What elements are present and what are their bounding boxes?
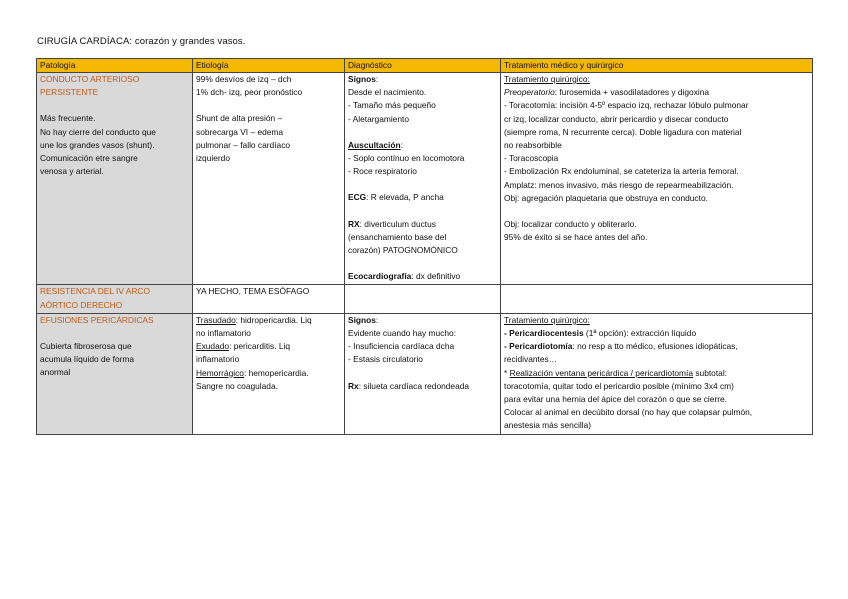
hemorragico-label: Hemorrágico [196, 367, 244, 378]
pathology-desc: Más frecuente. [40, 113, 96, 124]
treatment-text: Obj: localizar conducto y obliterarlo. [504, 219, 637, 230]
preop-text: : furosemida + vasodilatadores y digoxina [554, 87, 710, 98]
rx-label: RX [348, 218, 360, 229]
diagnosis-cell [345, 285, 501, 313]
pathology-name: PERSISTENTE [40, 87, 99, 98]
eco-text: : dx definitivo [411, 271, 461, 282]
trasudado-label: Trasudado [196, 314, 236, 325]
header-diagnostico: Diagnóstico [345, 59, 501, 73]
pathology-name: AÓRTICO DERECHO [40, 299, 123, 310]
rx-text: : diverticulum ductus [359, 218, 436, 229]
treatment-text: para evitar una hernia del ápice del corazón o que se cierre. [504, 394, 728, 405]
trasudado-text: : hidropericardia. Liq [235, 314, 312, 325]
header-tratamiento: Tratamiento médico y quirúrgico [501, 59, 813, 73]
preop-label: Preoperatorio [504, 87, 555, 98]
treatment-text: toracotomía, quitar todo el pericardio posible (mínimo 3x4 cm) [504, 380, 734, 391]
pathology-desc: anormal [40, 367, 71, 378]
ecg-label: ECG [348, 192, 367, 203]
header-row [37, 59, 813, 73]
pathology-desc: une los grandes vasos (shunt). [40, 139, 155, 150]
treatment-text: Amplatz: menos invasivo, más riesgo de repearmeabilización. [504, 179, 734, 190]
diagnosis-cell: Signos: Desde el nacimiento. - Tamaño más pequeño - Aletargamiento Auscultación: - Soplo contínuo en locomotora - Roce respiratorio ECG: R elevada, P ancha RX: diverticulum ductus (ensanchamiento base del corazón) PATOGNOMÓNICO Ecocardiografía: dx definitivo [345, 73, 501, 285]
pathology-name: RESISTENCIA DEL IV ARCO [40, 286, 150, 297]
pericardiotomia-label: - Pericardiotomía [504, 341, 573, 352]
diagnosis-cell: Signos: Evidente cuando hay mucho: - Insuficiencia cardíaca dcha - Estasis circulatorio Rx: silueta cardíaca redondeada [345, 313, 501, 434]
pathology-name: EFUSIONES PERICÁRDICAS [40, 314, 154, 325]
diagnosis-text: corazón) PATOGNOMÓNICO [348, 245, 458, 256]
signos-label: Signos [348, 74, 376, 84]
table-row [37, 285, 813, 313]
treatment-text: anestesia más sencilla) [504, 420, 592, 431]
table-row [37, 313, 813, 434]
pathology-name: CONDUCTO ARTERIOSO [40, 74, 140, 84]
treatment-text: - Toracoscopia [504, 153, 559, 164]
etiology-cell [193, 285, 345, 313]
eco-label: Ecocardiografía [348, 271, 412, 282]
etiology-text: pulmonar – fallo cardíaco [196, 139, 291, 150]
pericardiocentesis-text: (1ª opción): extracción líquido [583, 328, 697, 339]
ventana-text: subtotal: [693, 367, 728, 378]
header-patologia: Patología [37, 59, 193, 73]
diagnosis-text: - Tamaño más pequeño [348, 100, 436, 111]
pathology-cell [37, 73, 193, 285]
document-title: CIRUGÍA CARDÍACA: corazón y grandes vasos. [37, 36, 246, 47]
etiology-cell [193, 313, 345, 434]
cardiac-surgery-table [36, 58, 813, 435]
pathology-cell [37, 313, 193, 434]
pathology-desc: Cubierta fibroserosa que [40, 341, 132, 352]
diagnosis-text: - Insuficiencia cardíaca dcha [348, 341, 455, 352]
pathology-desc: acumula líquido de forma [40, 354, 135, 365]
diagnosis-text: (ensanchamiento base del [348, 231, 447, 242]
exudado-label: Exudado [196, 341, 230, 352]
treatment-text: Obj: agregación plaquetaria que obstruya en conducto. [504, 192, 708, 203]
etiology-text: 1% dch- izq, peor pronóstico [196, 87, 303, 98]
etiology-text: 99% desvíos de izq – dch [196, 74, 292, 84]
ecg-text: : R elevada, P ancha [366, 192, 444, 203]
etiology-text: YA HECHO, TEMA ESÓFAGO [196, 286, 310, 297]
treatment-text: - Toracotomía: incisión 4-5º espacio izq, rechazar lóbulo pulmonar [504, 100, 749, 111]
treatment-text: - Embolización Rx endoluminal, se cateteriza la arteria femoral. [504, 166, 739, 177]
treatment-cell [501, 313, 813, 434]
rx-text: : silueta cardíaca redondeada [358, 380, 470, 391]
pathology-desc: No hay cierre del conducto que [40, 126, 156, 137]
diagnosis-text: - Aletargamiento [348, 113, 409, 124]
ventana-prefix: * [504, 367, 510, 378]
treatment-text: 95% de éxito si se hace antes del año. [504, 232, 648, 243]
treatment-cell [501, 73, 813, 285]
etiology-cell [193, 73, 345, 285]
diagnosis-text: Evidente cuando hay mucho: [348, 328, 457, 339]
pathology-desc: venosa y arterial. [40, 166, 104, 177]
diagnosis-text: - Roce respiratorio [348, 166, 417, 177]
treatment-text: no reabsorbible [504, 140, 562, 151]
rx-label: Rx [348, 380, 359, 391]
pericardiocentesis-label: - Pericardiocentesis [504, 328, 584, 339]
hemorragico-text: : hemopericardia. [243, 367, 309, 378]
etiology-text: sobrecarga VI – edema [196, 126, 284, 137]
treatment-text: (siempre roma, N recurrente cerca). Doble ligadura con material [504, 126, 742, 137]
exudado-text: : pericarditis. Liq [229, 341, 291, 352]
treatment-label: Tratamiento quirúrgico: [504, 74, 590, 84]
signos-label: Signos [348, 314, 376, 325]
treatment-text: Colocar al animal en decúbito dorsal (no hay que colapsar pulmón, [504, 407, 753, 418]
etiology-text: izquierdo [196, 153, 230, 164]
table-row [37, 73, 813, 285]
etiology-text: inflamatorio [196, 354, 240, 365]
treatment-cell [501, 285, 813, 313]
header-etiologia: Etiología [193, 59, 345, 73]
diagnosis-text: Desde el nacimiento. [348, 87, 427, 98]
diagnosis-text: - Soplo contínuo en locomotora [348, 153, 465, 164]
pathology-desc: Comunicación etre sangre [40, 153, 138, 164]
diagnosis-text: - Estasis circulatorio [348, 354, 423, 365]
auscultacion-label: Auscultación [348, 139, 401, 150]
treatment-label: Tratamiento quirúrgico: [504, 314, 590, 325]
pathology-cell [37, 285, 193, 313]
ventana-label: Realización ventana pericárdica / pericardiotomía [509, 367, 694, 378]
treatment-text: cr izq, localizar conducto, abrir pericardio y disecar conducto [504, 113, 729, 124]
pericardiotomia-text: : no resp a tto médico, efusiones idiopáticas, [572, 341, 738, 352]
etiology-text: Sangre no coagulada. [196, 380, 278, 391]
etiology-text: Shunt de alta presión – [196, 113, 283, 124]
treatment-text: recidivantes… [504, 354, 558, 365]
etiology-text: no inflamatorio [196, 328, 251, 339]
